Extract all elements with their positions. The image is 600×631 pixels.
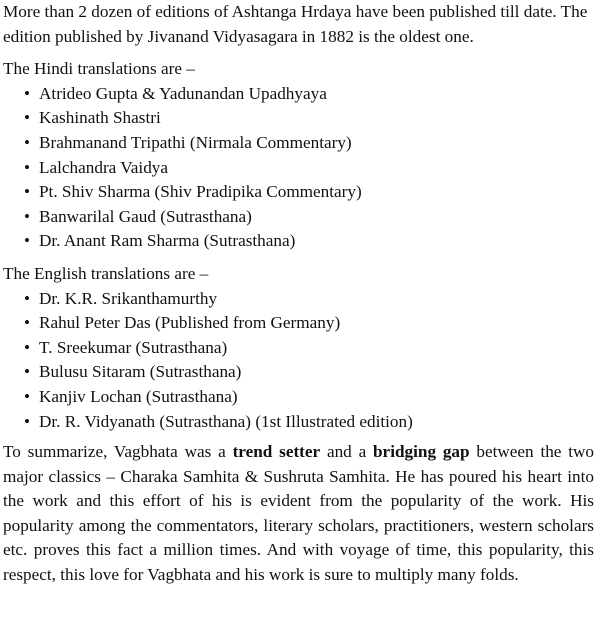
list-item-text: Banwarilal Gaud (Sutrasthana) [39,206,252,226]
bullet-icon: • [23,288,31,308]
bullet-icon: • [23,206,31,226]
list-item-text: Dr. Anant Ram Sharma (Sutrasthana) [39,231,296,251]
list-item [21,229,594,254]
list-item-text: T. Sreekumar (Sutrasthana) [39,337,228,357]
list-item-text: Lalchandra Vaidya [39,157,169,177]
list-item-text: Kashinath Shastri [39,108,161,128]
bullet-icon: • [23,182,31,202]
list-item-text: Atrideo Gupta & Yadunandan Upadhyaya [39,83,327,103]
bullet-icon: • [23,108,31,128]
list-item [21,360,594,385]
summary-text: and a [320,442,373,462]
list-item-text: Kanjiv Lochan (Sutrasthana) [39,386,238,406]
summary-emphasis: bridging gap [373,442,470,462]
list-item [21,336,594,361]
list-item-text: Dr. R. Vidyanath (Sutrasthana) (1st Illustrated edition) [39,411,413,431]
bullet-icon: • [23,411,31,431]
bullet-icon: • [23,362,31,382]
list-item [21,311,594,336]
list-item [21,410,594,435]
english-translations-list [3,287,594,435]
list-item [21,156,594,181]
english-translations-heading: The English translations are – [3,263,209,283]
summary-text: To summarize, Vagbhata was a [3,442,233,462]
list-item-text: Rahul Peter Das (Published from Germany) [39,313,341,333]
summary-emphasis: trend setter [232,442,321,462]
hindi-translations-heading: The Hindi translations are – [3,59,195,79]
list-item-text: Dr. K.R. Srikanthamurthy [39,288,218,308]
bullet-icon: • [23,337,31,357]
list-item [21,385,594,410]
list-item-text: Brahmanand Tripathi (Nirmala Commentary) [39,132,352,152]
bullet-icon: • [23,83,31,103]
intro-paragraph: More than 2 dozen of editions of Ashtanga Hrdaya have been published till date. The edition published by Jivanand Vidyasagara in 1882 is the oldest one. [3,2,588,46]
list-item-text: Pt. Shiv Sharma (Shiv Pradipika Commentary) [39,182,362,202]
list-item [21,82,594,107]
list-item [21,205,594,230]
list-item [21,106,594,131]
bullet-icon: • [23,313,31,333]
list-item [21,287,594,312]
summary-paragraph [3,440,594,588]
bullet-icon: • [23,157,31,177]
bullet-icon: • [23,231,31,251]
bullet-icon: • [23,386,31,406]
list-item [21,131,594,156]
summary-text: between the two major classics – Charaka Samhita & Sushruta Samhita. He has poured his heart into the work and this effort of his is evident from the popularity of the work. His popularity among the commentators, literary scholars, practitioners, western scholars etc. proves this fact a million times. And with voyage of time, this popularity, this respect, this love for Vagbhata and his work is sure to multiply many folds. [3,442,595,585]
list-item-text: Bulusu Sitaram (Sutrasthana) [39,362,242,382]
bullet-icon: • [23,132,31,152]
list-item [21,180,594,205]
hindi-translations-list [3,82,594,254]
